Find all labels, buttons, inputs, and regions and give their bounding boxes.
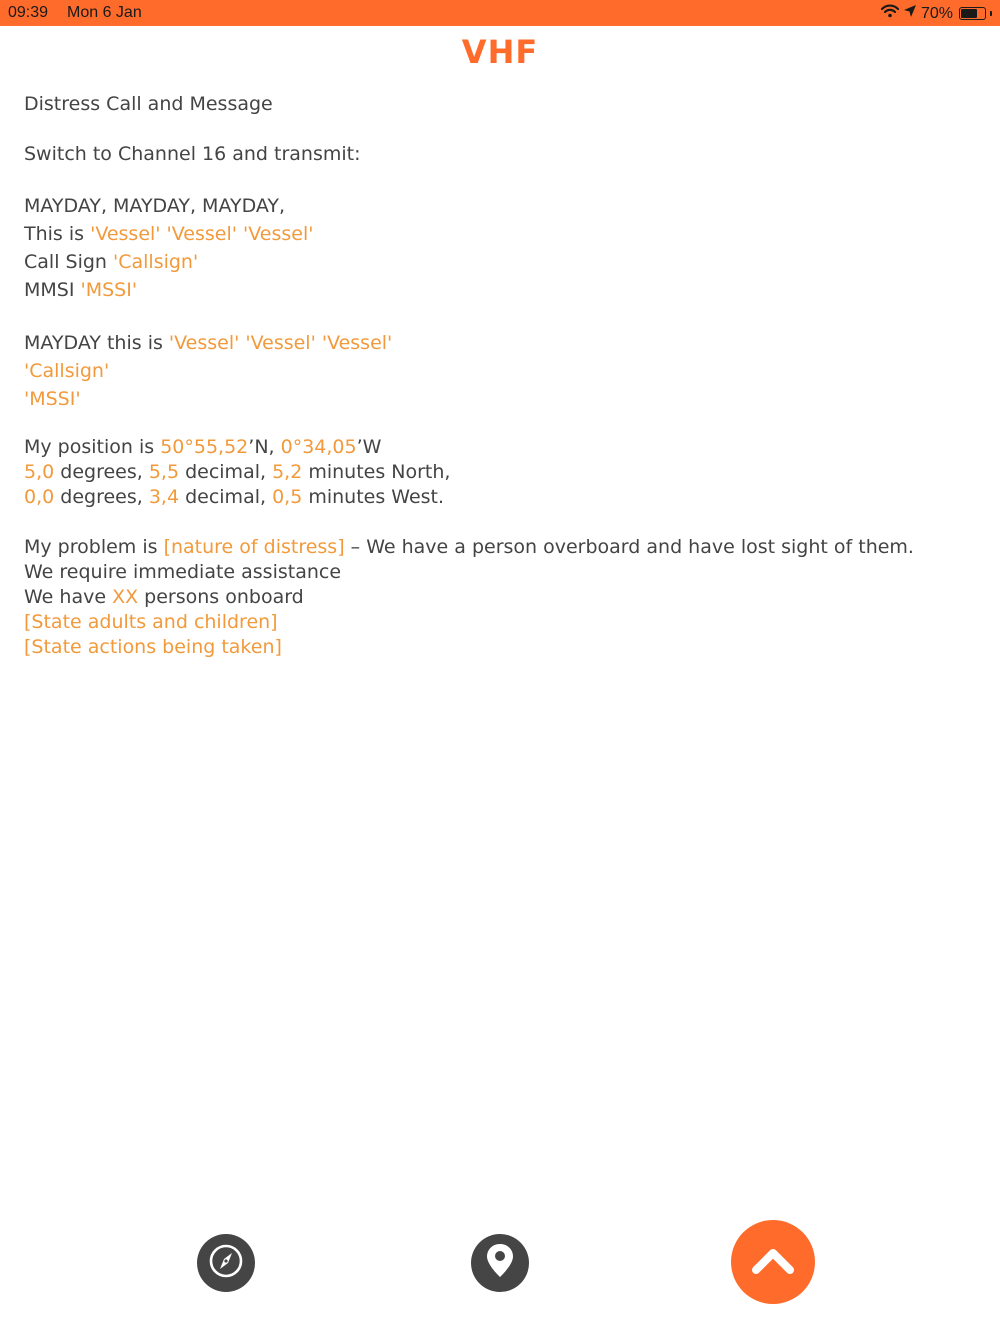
decimal-label: decimal, (179, 461, 273, 483)
persons-line (24, 585, 994, 610)
nature-placeholder: [nature of distress] (163, 536, 345, 558)
compass-icon (206, 1241, 246, 1285)
scroll-up-button[interactable] (731, 1220, 815, 1304)
west-minutes: 0,5 (272, 486, 303, 508)
mayday-line: MAYDAY, MAYDAY, MAYDAY, (24, 195, 286, 217)
decimal-label: decimal, (179, 486, 273, 508)
persons-suffix: persons onboard (138, 586, 304, 608)
west-degrees: 0,0 (24, 486, 55, 508)
west-decimal: 3,4 (148, 486, 180, 508)
mayday-this-is-label: MAYDAY this is (24, 332, 169, 354)
this-is-label: This is (24, 223, 91, 245)
mmsi-placeholder: 'MSSI' (80, 279, 138, 301)
distress-message (24, 92, 994, 660)
callsign-placeholder: 'Callsign' (24, 360, 110, 382)
vessel-line (24, 220, 994, 248)
problem-description: – We have a person overboard and have lost sight of them. (344, 536, 914, 558)
location-button[interactable] (471, 1234, 529, 1292)
mmsi-placeholder: 'MSSI' (24, 388, 81, 410)
battery-level (961, 9, 977, 18)
problem-line (24, 535, 994, 560)
map-pin-icon (484, 1242, 516, 1284)
mayday-repeat-block (24, 329, 994, 413)
west-suffix: minutes West. (302, 486, 445, 508)
status-bar (0, 0, 1000, 26)
battery-nub (990, 11, 992, 16)
compass-button[interactable] (197, 1234, 255, 1292)
west-spoken-line (24, 485, 994, 510)
mayday-this-is-line (24, 329, 994, 357)
page-title: VHF (461, 33, 539, 71)
north-degrees: 5,0 (24, 461, 55, 483)
we-have-label: We have (24, 586, 113, 608)
latitude-value: 50°55,52 (160, 436, 249, 458)
degrees-label: degrees, (54, 461, 149, 483)
section-heading: Distress Call and Message (24, 93, 273, 115)
battery-percent: 70% (920, 4, 953, 22)
status-date: Mon 6 Jan (67, 4, 142, 21)
degrees-label: degrees, (54, 486, 149, 508)
channel-instruction: Switch to Channel 16 and transmit: (24, 143, 361, 165)
latitude-suffix: ’N, (248, 436, 281, 458)
problem-block (24, 535, 994, 660)
longitude-suffix: ’W (356, 436, 382, 458)
call-sign-label: Call Sign (24, 251, 113, 273)
north-minutes: 5,2 (272, 461, 303, 483)
position-label: My position is (24, 436, 161, 458)
north-suffix: minutes North, (302, 461, 451, 483)
adults-children-placeholder: [State adults and children] (24, 611, 278, 633)
north-spoken-line (24, 460, 994, 485)
longitude-value: 0°34,05 (280, 436, 357, 458)
mayday-intro-block (24, 192, 994, 304)
actions-placeholder: [State actions being taken] (24, 636, 282, 658)
mmsi-label: MMSI (24, 279, 81, 301)
callsign-placeholder: 'Callsign' (113, 251, 199, 273)
assistance-line: We require immediate assistance (24, 561, 342, 583)
problem-label: My problem is (24, 536, 164, 558)
status-time: 09:39 (8, 4, 49, 21)
callsign-line (24, 248, 994, 276)
north-decimal: 5,5 (148, 461, 180, 483)
chevron-up-icon (751, 1245, 795, 1279)
vessel-name-placeholder: 'Vessel' 'Vessel' 'Vessel' (90, 223, 314, 245)
persons-count-placeholder: XX (112, 586, 139, 608)
bottom-nav (0, 1215, 1000, 1315)
status-indicators (881, 4, 992, 23)
location-arrow-icon (903, 4, 917, 23)
battery-icon (959, 7, 986, 20)
wifi-icon (881, 4, 899, 23)
position-line (24, 435, 994, 460)
mmsi-line (24, 276, 994, 304)
vessel-name-placeholder: 'Vessel' 'Vessel' 'Vessel' (168, 332, 393, 354)
position-block (24, 435, 994, 510)
